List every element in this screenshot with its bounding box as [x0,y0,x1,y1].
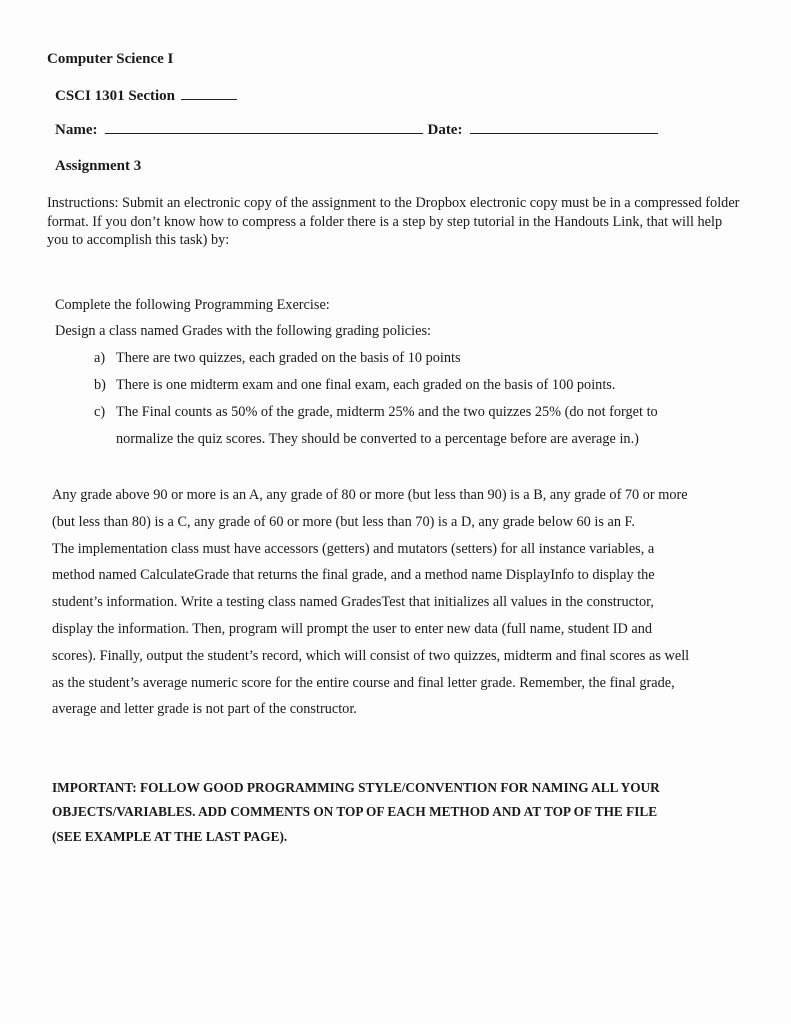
paragraph-line: method named CalculateGrade that returns the final grade, and a method name DisplayInfo to display the [52,567,655,584]
section-blank [181,98,237,100]
section-label: CSCI 1301 Section [55,88,176,104]
policy-text: The Final counts as 50% of the grade, midterm 25% and the two quizzes 25% (do not forget to [116,404,658,420]
paragraph-line: student’s information. Write a testing class named GradesTest that initializes all values in the constructor, [52,594,654,611]
date-label: Date: [427,122,463,138]
design-line: Design a class named Grades with the following grading policies: [55,323,431,339]
exercise-intro: Complete the following Programming Exercise: [55,297,330,313]
policy-item-b [94,377,615,394]
paragraph-line: scores). Finally, output the student’s record, which will consist of two quizzes, midterm and final scores as well [52,647,690,664]
date-blank [470,132,658,134]
important-notice [52,776,752,849]
paragraph-line: average and letter grade is not part of the constructor. [52,701,357,718]
policy-marker: b) [94,377,106,393]
paragraph-line: as the student’s average numeric score for the entire course and final letter grade. Remember, the final grade, [52,674,675,691]
paragraph-line: Any grade above 90 or more is an A, any grade of 80 or more (but less than 90) is a B, any grade of 70 or more [52,487,688,503]
paragraph-line: The implementation class must have accessors (getters) and mutators (setters) for all instance variables, a [52,540,655,557]
policy-item-c [94,404,658,421]
policy-item-a [94,350,461,367]
policy-marker: a) [94,350,106,366]
important-line: OBJECTS/VARIABLES. ADD COMMENTS ON TOP OF EACH METHOD AND AT TOP OF THE FILE [52,804,658,820]
name-date-line [55,122,658,139]
assignment-title: Assignment 3 [55,158,142,174]
name-blank [105,132,423,134]
instructions-paragraph: Instructions: Submit an electronic copy of the assignment to the Dropbox electronic copy must be in a compressed folder format. If you don’t know how to compress a folder there is a step by step tutorial in the Handouts Link, that will help you to accomplish this task) by: [47,195,740,248]
policy-text: There are two quizzes, each graded on the basis of 10 points [116,350,461,366]
important-line: (SEE EXAMPLE AT THE LAST PAGE). [52,828,288,844]
policy-item-c-continuation: normalize the quiz scores. They should be converted to a percentage before are average in.) [116,431,639,447]
policy-text: There is one midterm exam and one final exam, each graded on the basis of 100 points. [116,377,616,393]
paragraph-line: (but less than 80) is a C, any grade of 60 or more (but less than 70) is a D, any grade below 60 is an F. [52,513,635,530]
important-line: IMPORTANT: FOLLOW GOOD PROGRAMMING STYLE/CONVENTION FOR NAMING ALL YOUR [52,780,660,795]
name-label: Name: [55,122,98,138]
section-line [55,88,237,105]
policy-marker: c) [94,404,106,420]
grading-paragraph [52,482,757,723]
paragraph-line: display the information. Then, program will prompt the user to enter new data (full name, student ID and [52,620,653,637]
course-title: Computer Science I [47,51,174,67]
